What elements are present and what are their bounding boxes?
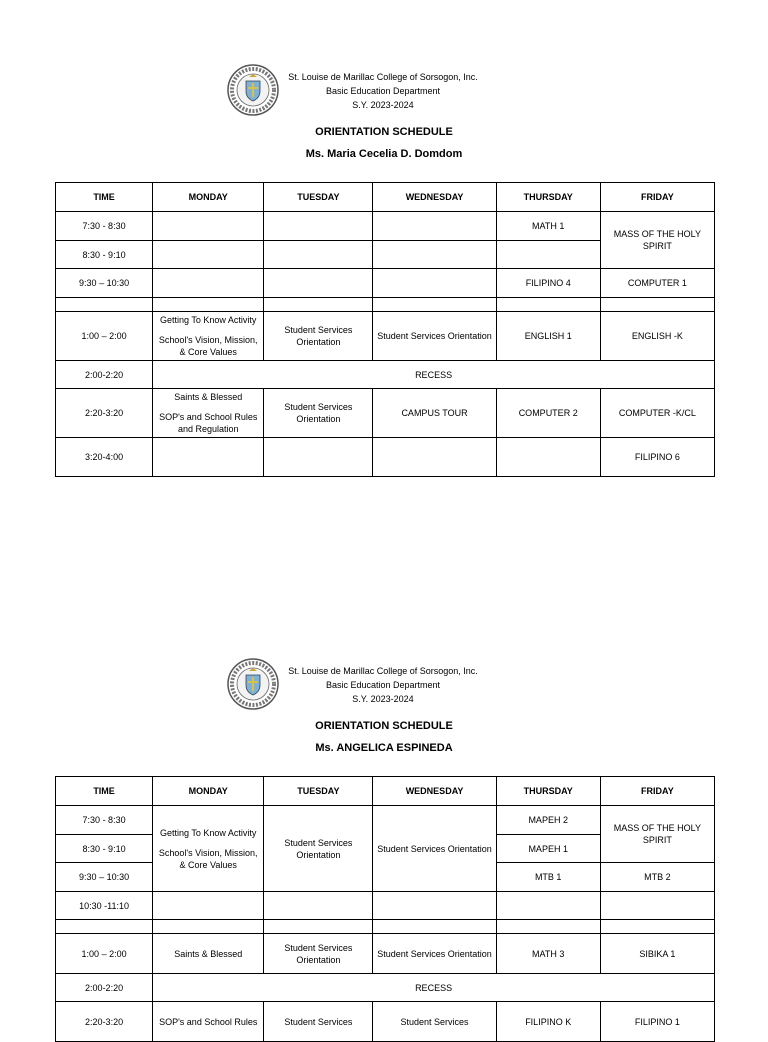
time-cell: 8:30 - 9:10 <box>56 835 153 863</box>
schedule-cell <box>264 269 373 298</box>
school-seal-icon <box>227 64 279 116</box>
activity-text: School's Vision, Mission, & Core Values <box>158 335 258 357</box>
schedule-cell: Student Services Orientation <box>373 312 496 361</box>
table-row <box>56 934 715 974</box>
table-row <box>56 269 715 298</box>
schedule-cell <box>373 269 496 298</box>
spacer-cell <box>373 298 496 312</box>
table-header-row <box>56 777 715 806</box>
header-monday: MONDAY <box>153 183 264 212</box>
spacer-cell <box>600 920 714 934</box>
schedule-cell <box>264 241 373 269</box>
table-row <box>56 312 715 361</box>
schedule-cell: ENGLISH 1 <box>496 312 600 361</box>
schedule-cell: MTB 2 <box>600 863 714 892</box>
school-year: S.Y. 2023-2024 <box>352 694 414 704</box>
schedule-cell: MAPEH 1 <box>496 835 600 863</box>
spacer-cell <box>153 298 264 312</box>
schedule-cell <box>153 892 264 920</box>
schedule-cell: MASS OF THE HOLY SPIRIT <box>600 806 714 863</box>
schedule-cell: Student Services Orientation <box>373 806 496 892</box>
time-cell: 1:00 – 2:00 <box>56 934 153 974</box>
spacer-cell <box>56 920 153 934</box>
table-row <box>56 361 715 389</box>
schedule-cell <box>496 892 600 920</box>
time-cell: 2:20-3:20 <box>56 389 153 438</box>
spacer-cell <box>153 920 264 934</box>
schedule-cell <box>373 892 496 920</box>
schedule-title: ORIENTATION SCHEDULE <box>315 720 453 732</box>
header-wednesday: WEDNESDAY <box>373 777 496 806</box>
time-cell: 2:00-2:20 <box>56 361 153 389</box>
line-spacer <box>156 403 260 411</box>
time-cell: 10:30 -11:10 <box>56 892 153 920</box>
table-row <box>56 1002 715 1042</box>
school-info <box>283 70 483 112</box>
table-header-row <box>56 183 715 212</box>
teacher-name: Ms. Maria Cecelia D. Domdom <box>305 148 463 160</box>
school-year: S.Y. 2023-2024 <box>352 100 414 110</box>
header-tuesday: TUESDAY <box>264 183 373 212</box>
time-cell: 8:30 - 9:10 <box>56 241 153 269</box>
schedule-cell: COMPUTER 2 <box>496 389 600 438</box>
table-row <box>56 806 715 835</box>
school-info <box>283 664 483 706</box>
schedule-cell: Student Services Orientation <box>264 312 373 361</box>
header-monday: MONDAY <box>153 777 264 806</box>
schedule-cell: MTB 1 <box>496 863 600 892</box>
schedule-cell <box>264 438 373 477</box>
header-thursday: THURSDAY <box>496 777 600 806</box>
spacer-row <box>56 298 715 312</box>
header-tuesday: TUESDAY <box>264 777 373 806</box>
schedule-cell: Student Services Orientation <box>264 806 373 892</box>
time-cell: 9:30 – 10:30 <box>56 269 153 298</box>
schedule-cell <box>264 892 373 920</box>
recess-cell: RECESS <box>153 974 715 1002</box>
time-cell: 2:20-3:20 <box>56 1002 153 1042</box>
schedule-cell <box>496 438 600 477</box>
schedule-cell <box>153 312 264 361</box>
schedule-cell <box>373 241 496 269</box>
table-row <box>56 212 715 241</box>
schedule-cell: FILIPINO 6 <box>600 438 714 477</box>
activity-text: Getting To Know Activity <box>160 315 257 325</box>
table-row <box>56 389 715 438</box>
schedule-cell <box>373 212 496 241</box>
spacer-cell <box>264 920 373 934</box>
schedule-cell: SOP's and School Rules <box>153 1002 264 1042</box>
schedule-cell <box>496 241 600 269</box>
department-name: Basic Education Department <box>325 86 441 96</box>
schedule-cell <box>600 892 714 920</box>
schedule-cell: Student Services <box>373 1002 496 1042</box>
spacer-cell <box>373 920 496 934</box>
activity-text: School's Vision, Mission, & Core Values <box>158 847 258 870</box>
schedule-cell: COMPUTER 1 <box>600 269 714 298</box>
spacer-cell <box>264 298 373 312</box>
header-time: TIME <box>56 183 153 212</box>
time-cell: 7:30 - 8:30 <box>56 212 153 241</box>
schedule-cell <box>264 212 373 241</box>
time-cell: 1:00 – 2:00 <box>56 312 153 361</box>
line-spacer <box>156 326 260 334</box>
schedule-cell: COMPUTER -K/CL <box>600 389 714 438</box>
schedule-table <box>55 776 715 1042</box>
spacer-cell <box>600 298 714 312</box>
schedule-cell: FILIPINO K <box>496 1002 600 1042</box>
spacer-cell <box>56 298 153 312</box>
header-time: TIME <box>56 777 153 806</box>
schedule-cell: Student Services <box>264 1002 373 1042</box>
table-row <box>56 974 715 1002</box>
schedule-cell <box>153 438 264 477</box>
spacer-cell <box>496 298 600 312</box>
schedule-cell: SIBIKA 1 <box>600 934 714 974</box>
recess-cell: RECESS <box>153 361 715 389</box>
teacher-name: Ms. ANGELICA ESPINEDA <box>315 742 453 754</box>
time-cell: 7:30 - 8:30 <box>56 806 153 835</box>
time-cell: 9:30 – 10:30 <box>56 863 153 892</box>
header-wednesday: WEDNESDAY <box>373 183 496 212</box>
schedule-cell <box>153 806 264 892</box>
header-thursday: THURSDAY <box>496 183 600 212</box>
time-cell: 3:20-4:00 <box>56 438 153 477</box>
schedule-cell <box>153 241 264 269</box>
schedule-cell: MASS OF THE HOLY SPIRIT <box>600 212 714 269</box>
line-spacer <box>156 839 260 847</box>
schedule-cell: MAPEH 2 <box>496 806 600 835</box>
schedule-cell: CAMPUS TOUR <box>373 389 496 438</box>
department-name: Basic Education Department <box>325 680 441 690</box>
school-name: St. Louise de Marillac College of Sorsogon, Inc. <box>288 72 478 82</box>
activity-text: SOP's and School Rules and Regulation <box>159 412 258 434</box>
schedule-cell <box>153 212 264 241</box>
schedule-title: ORIENTATION SCHEDULE <box>315 126 453 138</box>
schedule-table <box>55 182 715 477</box>
table-row <box>56 438 715 477</box>
schedule-cell: Student Services Orientation <box>264 389 373 438</box>
activity-text: Getting To Know Activity <box>160 827 257 838</box>
schedule-cell: Saints & Blessed <box>153 934 264 974</box>
schedule-cell: FILIPINO 1 <box>600 1002 714 1042</box>
schedule-cell: Student Services Orientation <box>373 934 496 974</box>
letterhead <box>227 658 527 708</box>
schedule-cell: MATH 3 <box>496 934 600 974</box>
schedule-cell <box>373 438 496 477</box>
schedule-cell <box>153 389 264 438</box>
schedule-cell <box>153 269 264 298</box>
schedule-cell: Student Services Orientation <box>264 934 373 974</box>
schedule-cell: MATH 1 <box>496 212 600 241</box>
spacer-cell <box>496 920 600 934</box>
schedule-cell: ENGLISH -K <box>600 312 714 361</box>
table-row <box>56 892 715 920</box>
activity-text: Saints & Blessed <box>174 392 243 402</box>
header-friday: FRIDAY <box>600 777 714 806</box>
schedule-cell: FILIPINO 4 <box>496 269 600 298</box>
time-cell: 2:00-2:20 <box>56 974 153 1002</box>
spacer-row <box>56 920 715 934</box>
school-name: St. Louise de Marillac College of Sorsogon, Inc. <box>288 666 478 676</box>
school-seal-icon <box>227 658 279 710</box>
letterhead <box>227 64 527 114</box>
header-friday: FRIDAY <box>600 183 714 212</box>
